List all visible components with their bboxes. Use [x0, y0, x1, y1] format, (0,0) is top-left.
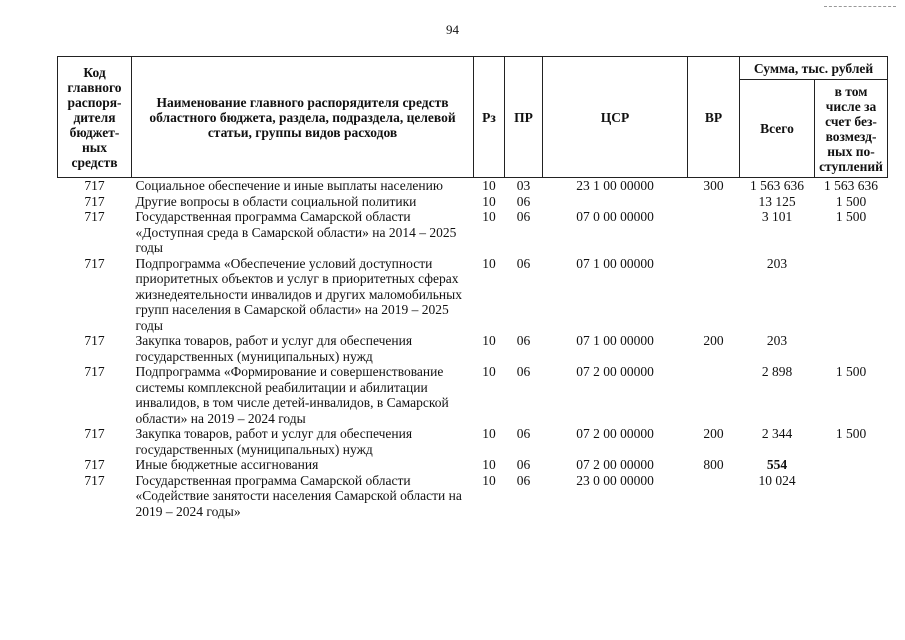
table-row — [58, 457, 888, 473]
cell-pr: 06 — [516, 193, 531, 209]
cell-rz: 10 — [482, 472, 496, 488]
cell-pr: 06 — [516, 426, 531, 441]
header-csr: ЦСР — [543, 57, 688, 178]
cell-rz: 10 — [482, 255, 496, 271]
cell-csr — [543, 194, 688, 210]
cell-vr — [688, 473, 740, 522]
cell-total: 10 024 — [758, 472, 796, 488]
cell-code: 717 — [84, 457, 105, 472]
cell-vr — [688, 256, 740, 334]
cell-csr: 07 2 00 00000 — [576, 426, 654, 441]
cell-csr: 07 1 00 00000 — [576, 333, 654, 348]
cell-vr — [688, 194, 740, 210]
cell-rz: 10 — [482, 178, 496, 193]
cell-gratuitous: 1 500 — [835, 426, 867, 441]
scan-mark — [824, 6, 896, 7]
header-vr: ВР — [688, 57, 740, 178]
cell-pr: 06 — [516, 333, 531, 348]
cell-name: Иные бюджетные ассигнования — [135, 457, 319, 472]
cell-csr: 07 1 00 00000 — [576, 255, 654, 271]
table-row — [58, 364, 888, 426]
cell-pr: 06 — [516, 457, 531, 472]
table-row — [58, 178, 888, 194]
cell-vr: 300 — [703, 178, 724, 193]
cell-gratuitous: 1 500 — [835, 209, 867, 224]
header-sum-group: Сумма, тыс. рублей — [740, 57, 888, 80]
header-rz: Рз — [474, 57, 505, 178]
budget-table — [57, 56, 888, 521]
cell-total: 3 101 — [761, 209, 793, 224]
header-gratuitous: в том числе за счет без-возмезд-ных по-ступлений — [815, 80, 888, 178]
cell-pr: 06 — [516, 255, 531, 271]
header-code: Код главного распоря-дителя бюджет-ных средств — [58, 57, 132, 178]
table-row — [58, 256, 888, 334]
cell-vr — [688, 364, 740, 426]
cell-name: Подпрограмма «Формирование и совершенствование системы комплексной реабилитации и абилитации инвалидов, в том числе детей-инвалидов, в Самарской области» на 2019 – 2024 годы — [135, 364, 449, 426]
cell-name: Социальное обеспечение и иные выплаты населению — [135, 178, 443, 193]
cell-code: 717 — [84, 193, 105, 209]
cell-name: Государственная программа Самарской области «Доступная среда в Самарской области» на 2014 – 2025 годы — [135, 209, 457, 255]
cell-code: 717 — [84, 209, 105, 224]
cell-total: 13 125 — [758, 193, 796, 209]
cell-total: 2 344 — [761, 426, 793, 441]
cell-vr: 200 — [703, 426, 724, 441]
cell-pr: 06 — [516, 209, 531, 224]
cell-gratuitous — [815, 333, 888, 364]
cell-gratuitous — [815, 473, 888, 522]
cell-csr: 23 0 00 00000 — [576, 472, 654, 488]
cell-pr: 03 — [516, 178, 531, 193]
cell-pr: 06 — [516, 364, 531, 379]
cell-rz: 10 — [482, 426, 496, 441]
cell-csr: 23 1 00 00000 — [576, 178, 654, 193]
cell-rz: 10 — [482, 209, 496, 224]
cell-vr — [688, 209, 740, 256]
cell-rz: 10 — [482, 193, 496, 209]
cell-name: Другие вопросы в области социальной политики — [135, 193, 417, 209]
cell-code: 717 — [84, 333, 105, 348]
cell-rz: 10 — [482, 333, 496, 348]
cell-csr: 07 2 00 00000 — [576, 364, 654, 379]
cell-total: 554 — [766, 457, 788, 472]
cell-total: 203 — [766, 333, 788, 348]
cell-gratuitous — [815, 256, 888, 334]
cell-gratuitous: 1 500 — [835, 364, 867, 379]
table-row — [58, 194, 888, 210]
cell-code: 717 — [84, 178, 105, 193]
cell-pr: 06 — [516, 472, 531, 488]
table-row — [58, 209, 888, 256]
table-row — [58, 333, 888, 364]
cell-name: Закупка товаров, работ и услуг для обеспечения государственных (муниципальных) нужд — [135, 426, 413, 457]
cell-name: Закупка товаров, работ и услуг для обеспечения государственных (муниципальных) нужд — [135, 333, 413, 364]
cell-gratuitous: 1 563 636 — [824, 178, 878, 193]
cell-csr: 07 0 00 00000 — [576, 209, 654, 224]
cell-name: Государственная программа Самарской области «Содействие занятости населения Самарской области на 2019 – 2024 годы» — [135, 472, 462, 519]
cell-code: 717 — [84, 364, 105, 379]
header-pr: ПР — [505, 57, 543, 178]
cell-code: 717 — [84, 255, 105, 271]
header-total: Всего — [740, 80, 815, 178]
table-row — [58, 473, 888, 522]
cell-total: 1 563 636 — [750, 178, 804, 193]
cell-gratuitous — [815, 457, 888, 473]
cell-name: Подпрограмма «Обеспечение условий доступности приоритетных объектов и услуг в приоритетных сферах жизнедеятельности инвалидов и других маломобильных групп населения в Самарской области» на 2019 – 2025 годы — [135, 255, 462, 333]
cell-total: 2 898 — [761, 364, 793, 379]
cell-rz: 10 — [482, 457, 496, 472]
cell-total: 203 — [766, 255, 788, 271]
cell-vr: 800 — [703, 457, 724, 472]
cell-vr: 200 — [703, 333, 724, 348]
cell-csr: 07 2 00 00000 — [576, 457, 654, 472]
page-number: 94 — [446, 22, 459, 37]
cell-code: 717 — [84, 472, 105, 488]
cell-gratuitous: 1 500 — [835, 193, 867, 209]
cell-code: 717 — [84, 426, 105, 441]
header-name: Наименование главного распорядителя средств областного бюджета, раздела, подраздела, целевой статьи, группы видов расходов — [132, 57, 474, 178]
cell-rz: 10 — [482, 364, 496, 379]
table-row — [58, 426, 888, 457]
